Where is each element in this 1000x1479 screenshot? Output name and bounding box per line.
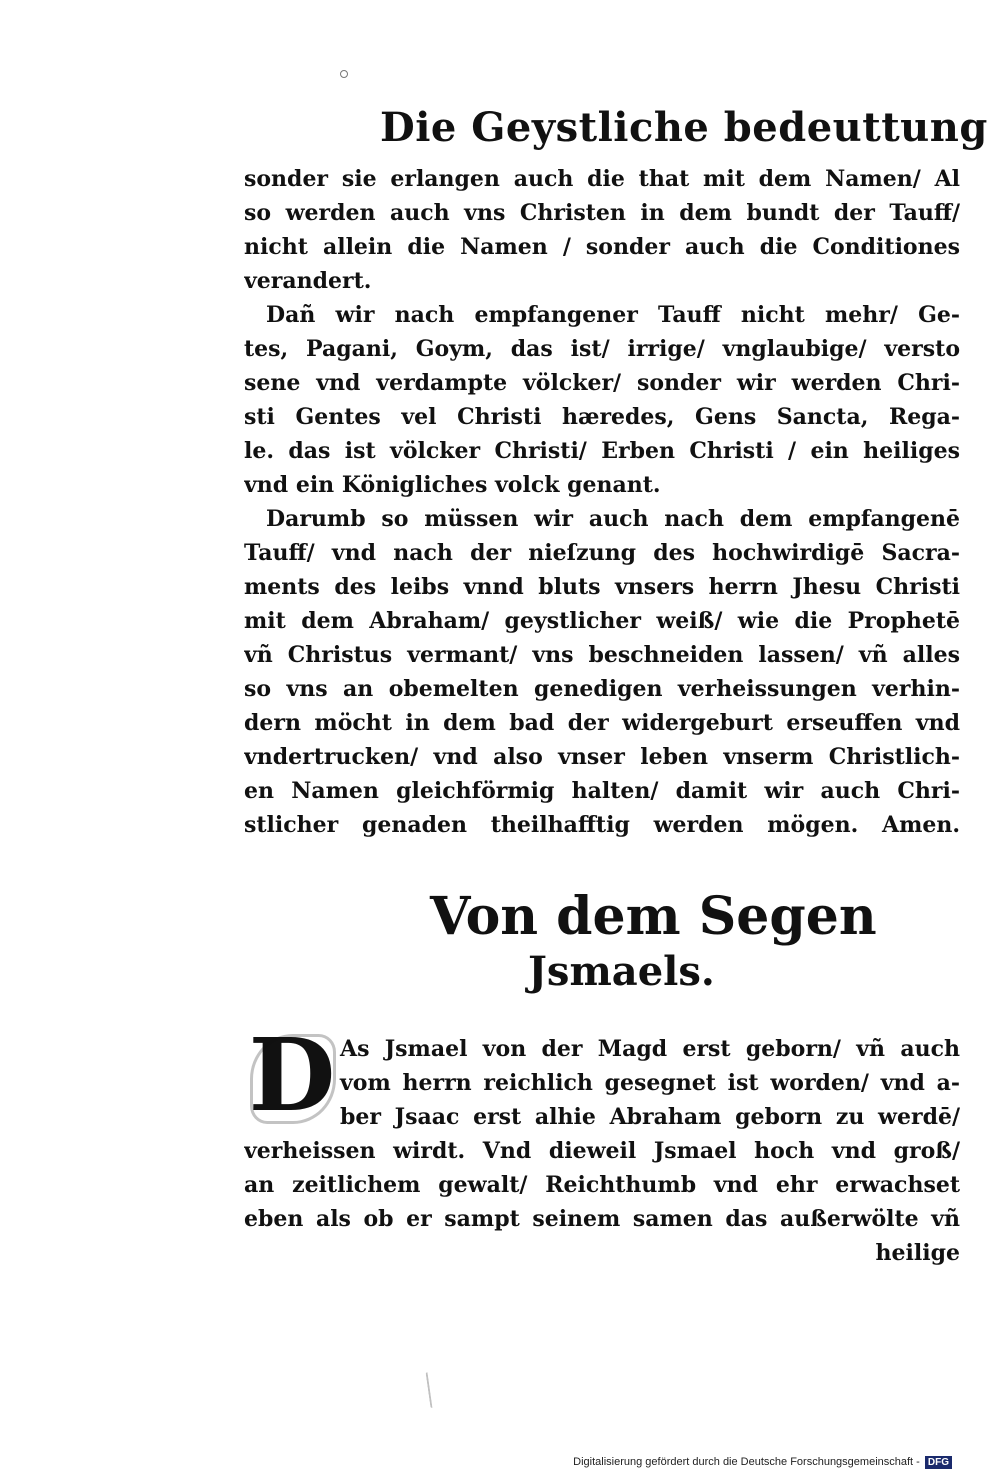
text-line: sene vnd verdampte völcker/ sonder wir werden Chri- — [244, 370, 960, 396]
paragraph-1 — [244, 162, 960, 298]
text-line: vndertrucken/ vnd also vnser leben vnserm Christlich- — [244, 744, 960, 770]
text-line: tes, Pagani, Goym, das ist/ irrige/ vnglaubige/ versto — [244, 336, 960, 362]
text-line: sti Gentes vel Christi hæredes, Gens Sancta, Rega- — [244, 404, 960, 430]
text-line: sonder sie erlangen auch die that mit dem Namen/ Al — [244, 166, 960, 192]
text-line: so vns an obemelten genedigen verheissungen verhin- — [244, 676, 960, 702]
text-line: verandert. — [244, 268, 372, 294]
text-line: mit dem Abraham/ geystlicher weiß/ wie die Prophetē — [244, 608, 960, 634]
paragraph-3 — [244, 502, 960, 842]
text-line: Darumb so müssen wir auch nach dem empfangenē — [266, 506, 960, 532]
text-line: nicht allein die Namen / sonder auch die Conditiones — [244, 234, 960, 260]
catchword: heilige — [875, 1240, 960, 1266]
text-line: an zeitlichem gewalt/ Reichthumb vnd ehr erwachset — [244, 1172, 960, 1198]
paragraph-2 — [244, 298, 960, 502]
text-line: eben als ob er sampt seinem samen das außerwölte vñ — [244, 1206, 960, 1232]
text-line: ber Jsaac erst alhie Abraham geborn zu werdē/ — [340, 1104, 960, 1130]
text-line: ments des leibs vnnd bluts vnsers herrn Jhesu Christi — [244, 574, 960, 600]
text-line: en Namen gleichförmig halten/ damit wir auch Chri- — [244, 778, 960, 804]
text-line: le. das ist völcker Christi/ Erben Christi / ein heiliges — [244, 438, 960, 464]
text-line: As Jsmael von der Magd erst geborn/ vñ auch — [340, 1036, 960, 1062]
section-subtitle: Jsmaels. — [528, 948, 715, 995]
paragraph-4 — [244, 1032, 960, 1270]
running-head: Die Geystliche bedeuttung — [380, 104, 988, 151]
drop-initial-letter: D — [248, 1016, 336, 1134]
digitization-credit — [573, 1456, 952, 1469]
text-line: vnd ein Königliches volck genant. — [244, 472, 661, 498]
text-line: stlicher genaden theilhafftig werden mögen. Amen. — [244, 812, 960, 838]
text-line: Dañ wir nach empfangener Tauff nicht mehr/ Ge- — [266, 302, 960, 328]
text-line: vñ Christus vermant/ vns beschneiden lassen/ vñ alles — [244, 642, 960, 668]
text-line: vom herrn reichlich gesegnet ist worden/ vnd a- — [340, 1070, 960, 1096]
section-title: Von dem Segen — [430, 886, 877, 947]
text-line: dern möcht in dem bad der widergeburt ersеuffen vnd — [244, 710, 960, 736]
dfg-logo: DFG — [925, 1456, 952, 1469]
digitization-credit-text: Digitalisierung gefördert durch die Deutsche Forschungsgemeinschaft - — [573, 1456, 920, 1468]
text-line: so werden auch vns Christen in dem bundt der Tauff/ — [244, 200, 960, 226]
margin-mark — [426, 1372, 435, 1408]
paper-speck — [340, 70, 348, 78]
text-line: Tauff/ vnd nach der nieſzung des hochwirdigē Sacra- — [244, 540, 960, 566]
text-line: verheissen wirdt. Vnd dieweil Jsmael hoch vnd groß/ — [244, 1138, 960, 1164]
